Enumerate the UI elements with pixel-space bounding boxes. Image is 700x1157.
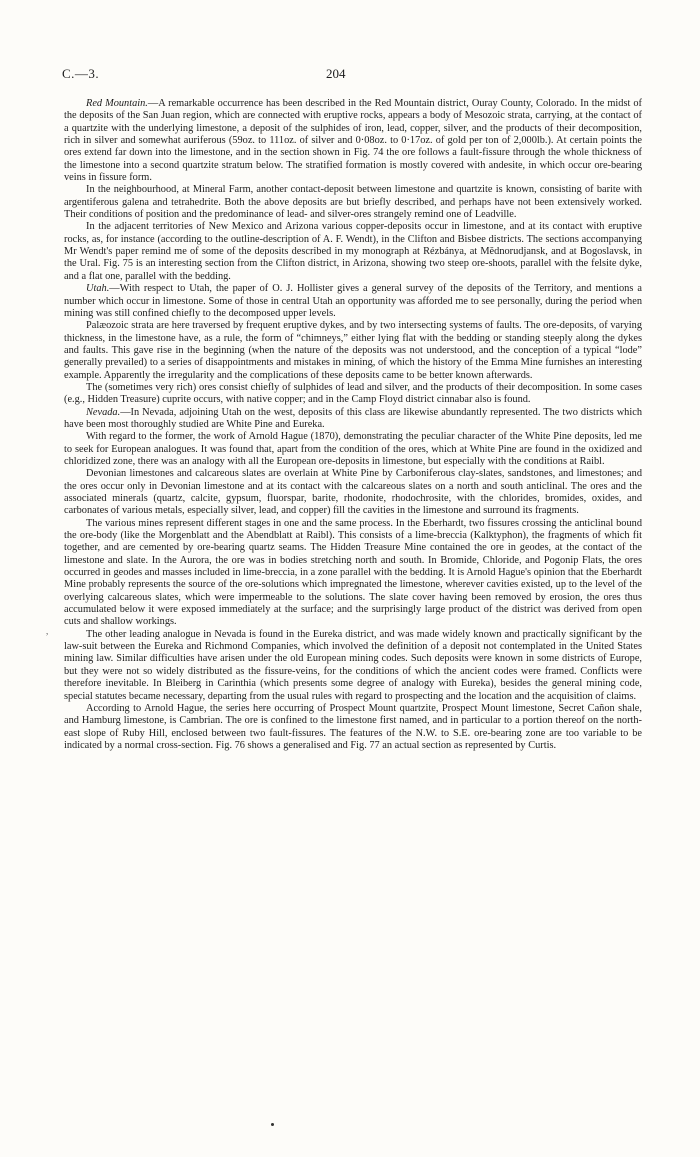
- paragraph: [64, 283, 642, 320]
- paragraph: [64, 382, 642, 407]
- page-number: 204: [326, 66, 346, 81]
- paragraph-text: The (sometimes very rich) ores consist chiefly of sulphides of lead and silver, and the products of their decomposition. In some cases (e.g., Hidden Treasure) cuprite occurs, with native copper; and in the Camp Floyd district cinnabar also is found.: [64, 381, 642, 406]
- paragraph: [64, 407, 642, 432]
- paragraph-text: In the adjacent territories of New Mexico and Arizona various copper-deposits occur in limestone, and at its contact with eruptive rocks, as, for instance (according to the outline-description of A. F. Wendt), in the Clifton and Bisbee districts. The sections accompanying Mr Wendt's paper remind me of some of the deposits described in my monograph at Rézbánya, at Mĕdnorudjansk, and at Bogoslavsk, in the Ural. Fig. 75 is an interesting section from the Clifton district, in Arizona, showing two steep ore-shoots, parallel with the felsite dyke, and a flat one, parallel with the bedding.: [64, 221, 642, 282]
- paragraph: [64, 629, 642, 703]
- paragraph-lead: Utah.: [86, 283, 110, 295]
- paragraph-text: The other leading analogue in Nevada is found in the Eureka district, and was made widely known and practically significant by the law-suit between the Eureka and Richmond Companies, which involved the definition of a deposit not contemplated in the United States mining law. Similar difficulties have arisen under the old European mining codes. Such deposits were known in some districts of Europe, but they were not so widely distributed as the fissure-veins, for the conditions of which the ancient codes were framed. Conflicts were therefore inevitable. In Bleiberg in Carinthia (which presents some degree of analogy with Eureka), besides the general mining code, special statutes became necessary, departing from the usual rules with regard to prospecting and the location and the acquisition of claims.: [64, 628, 642, 702]
- paragraph: [64, 320, 642, 382]
- paragraph-text: In the neighbourhood, at Mineral Farm, another contact-deposit between limestone and quartzite is known, consisting of barite with argentiferous galena and tetrahedrite. Both the above deposits are but briefly described, and perhaps have not been extensively worked. Their conditions of position and the predominance of lead- and silver-ores strangely remind one of Leadville.: [64, 184, 642, 221]
- paragraph-text: The various mines represent different stages in one and the same process. In the Eberhardt, two fissures crossing the anticlinal bound the ore-body (like the Morgenblatt and the Abendblatt at Raibl). This consists of a lime-breccia (Kalktyphon), the fragments of which fit together, and are cemented by ore-bearing quartz seams. The Hidden Treasure Mine contained the ore in geodes, at the contact of the limestone and slate. In the Aurora, the ore was in bodies stretching north and south. In Bromide, Chloride, and Pogonip Flats, the ores occurred in geodes and masses included in lime-breccia, in a zone parallel with the bedding. It is Arnold Hague's opinion that the Eberhardt Mine probably represents the source of the ore-solutions which impregnated the limestone, wherever cavities existed, up to the level of the overlying calcareous slates, which were impermeable to the solutions. The slate cover having been removed by erosion, the ores thus accumulated below it were exposed immediately at the surface; and the surprisingly large product of the district was derived from open cuts and shallow workings.: [64, 517, 642, 628]
- paragraph-text: —With respect to Utah, the paper of O. J. Hollister gives a general survey of the deposits of the Territory, and mentions a number which occur in limestone. Some of those in central Utah an opportunity was afforded me to see personally, during the period when mining was still confined chiefly to the decomposed upper levels.: [64, 283, 642, 319]
- page-dot: [271, 1123, 274, 1126]
- paragraph-lead: Red Mountain.: [86, 98, 148, 109]
- paragraph: [64, 518, 642, 629]
- paragraph-text: —A remarkable occurrence has been described in the Red Mountain district, Ouray County, Colorado. In the midst of the deposits of the San Juan region, which are connected with eruptive rocks, appears a body of Mesozoic strata, carrying, at the contact of a quartzite with the underlying limestone, a deposit of the sulphides of iron, lead, copper, silver, and the products of their decomposition, rich in silver and somewhat auriferous (59oz. to 111oz. of silver and 0·08oz. to 0·17oz. of gold per ton of 2,000lb.). At certain points the ores extend far down into the limestone, and in the section shown in Fig. 74 the ore follows a fault-fissure through the whole thickness of the limestone into a second quartzite stratum below. The stratified formation is mostly covered with andesite, in which occur ore-bearing veins in fissure form.: [64, 98, 642, 184]
- section-code: C.—3.: [62, 66, 100, 81]
- paragraph-text: Palæozoic strata are here traversed by frequent eruptive dykes, and by two intersecting systems of faults. The ore-deposits, of varying thickness, in the limestone have, as a rule, the form of “chimneys,” either lying flat with the bedding or standing steeply along the dykes and faults. This gave rise in the beginning (when the nature of the deposits was not understood, and the conception of a typical “lode” generally prevailed) to a series of disappointments and mistakes in mining, of which the history of the Emma Mine furnishes an interesting example. Apparently the irregularity and the complications of these deposits came to be better known afterwards.: [64, 320, 642, 381]
- paragraph-text: With regard to the former, the work of Arnold Hague (1870), demonstrating the peculiar character of the White Pine deposits, led me to seek for European analogues. It was found that, apart from the condition of the ores, which at White Pine are found in the oxidized and chloridized zone, there was an analogy with all the European ore-deposits in limestone, but especially with the conditions at Raibl.: [64, 431, 642, 467]
- paragraph: [64, 703, 642, 752]
- page-header: [64, 66, 642, 88]
- paragraph-text: According to Arnold Hague, the series here occurring of Prospect Mount quartzite, Prospect Mount limestone, Secret Cañon shale, and Hamburg limestone, is Cambrian. The ore is confined to the limestone first named, and in particular to a portion thereof on the north-east slope of Ruby Hill, enclosed between two fault-fissures. The features of the N.W. to S.E. ore-bearing zone are too variable to be indicated by a normal cross-section. Fig. 76 shows a generalised and Fig. 77 an actual section as represented by Curtis.: [64, 702, 642, 751]
- paragraph-text: —In Nevada, adjoining Utah on the west, deposits of this class are likewise abundantly represented. The two districts which have been most thoroughly studied are White Pine and Eureka.: [64, 406, 642, 430]
- paragraph: [64, 98, 642, 184]
- margin-mark: ,: [46, 626, 49, 636]
- paragraph: [64, 221, 642, 283]
- body-text: [64, 98, 642, 752]
- document-page: [64, 66, 642, 752]
- paragraph-text: Devonian limestones and calcareous slates are overlain at White Pine by Carboniferous clay-slates, sandstones, and limestones; and the ores occur only in Devonian limestone and at its contact with the calcareous slates on a north and south anticlinal. The ores and the associated minerals (quartz, calcite, gypsum, fluorspar, barite, rhodonite, rhodochrosite, with the chlorides, bromides, oxides, and carbonates of various metals, especially silver, lead, and copper) fill the cavities in the limestone and surround its fragments.: [64, 468, 642, 517]
- paragraph: [64, 184, 642, 221]
- paragraph-lead: Nevada.: [86, 406, 121, 418]
- paragraph: [64, 468, 642, 517]
- paragraph: [64, 431, 642, 468]
